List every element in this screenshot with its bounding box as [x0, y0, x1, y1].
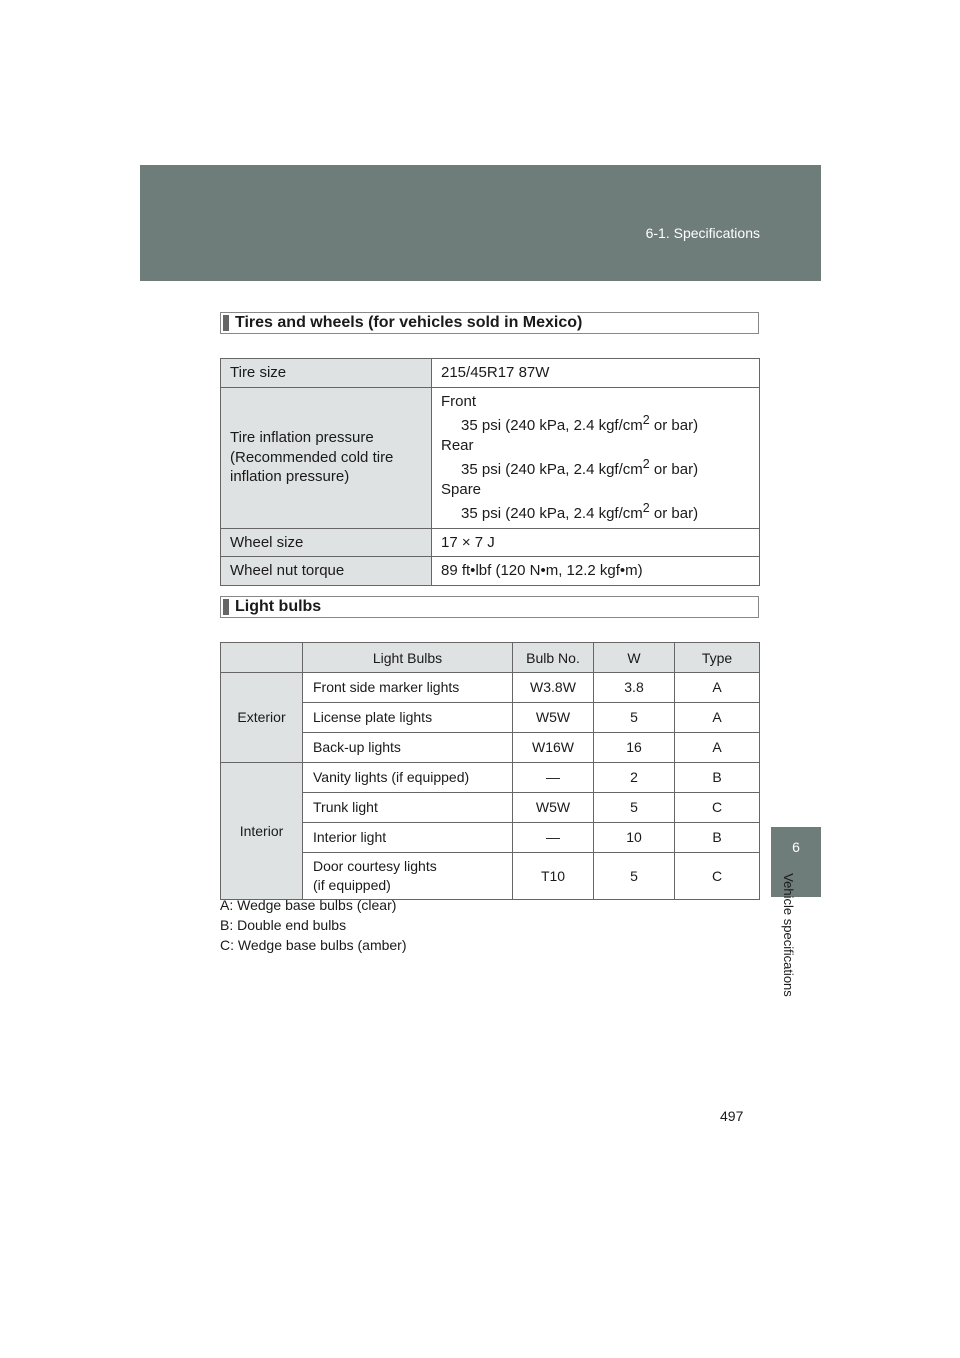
table-row: [221, 387, 760, 528]
pressure-label: Tire inflation pressure (Recommended cold tire inflation pressure): [221, 387, 432, 528]
tire-size-label: Tire size: [221, 359, 432, 388]
header-band: [140, 165, 821, 281]
table-row: [221, 557, 760, 586]
header-light-bulbs: Light Bulbs: [303, 643, 513, 673]
header-type: Type: [675, 643, 760, 673]
header-w: W: [594, 643, 675, 673]
tire-size-value: 215/45R17 87W: [432, 359, 760, 388]
table-row: Back-up lights W16W 16 A: [221, 733, 760, 763]
table-row: Exterior Front side marker lights W3.8W 3.8 A: [221, 673, 760, 703]
table-row: Interior Vanity lights (if equipped) — 2 B: [221, 763, 760, 793]
bulbs-section-title: Light bulbs: [220, 596, 759, 618]
chapter-tab: [771, 827, 821, 897]
page-number: 497: [720, 1108, 744, 1124]
table-row: License plate lights W5W 5 A: [221, 703, 760, 733]
wheel-size-label: Wheel size: [221, 528, 432, 557]
group-interior: Interior: [221, 763, 303, 900]
footnotes: [220, 895, 407, 955]
wheel-size-value: 17 × 7 J: [432, 528, 760, 557]
table-row: [221, 528, 760, 557]
footnote-c: C: Wedge base bulbs (amber): [220, 937, 407, 953]
footnote-b: B: Double end bulbs: [220, 917, 347, 933]
header-blank: [221, 643, 303, 673]
table-header-row: [221, 643, 760, 673]
table-row: Door courtesy lights (if equipped) T10 5 C: [221, 853, 760, 900]
table-row: Interior light — 10 B: [221, 823, 760, 853]
section-title: 6-1. Specifications: [645, 225, 760, 241]
tires-section-title: Tires and wheels (for vehicles sold in Mexico): [220, 312, 759, 334]
table-row: [221, 359, 760, 388]
nut-torque-value: 89 ft•lbf (120 N•m, 12.2 kgf•m): [432, 557, 760, 586]
pressure-value: Front 35 psi (240 kPa, 2.4 kgf/$cm^2$ or bar) Rear 35 psi (240 kPa, 2.4 kgf/$cm^2$ or bar) Spare 35 psi (240 kPa, 2.4 kgf/$cm^2$ or bar): [432, 387, 760, 528]
footnote-a: A: Wedge base bulbs (clear): [220, 897, 397, 913]
tires-table: [220, 358, 760, 586]
group-exterior: Exterior: [221, 673, 303, 763]
header-bulb-no: Bulb No.: [513, 643, 594, 673]
bulbs-table: [220, 642, 760, 900]
table-row: Trunk light W5W 5 C: [221, 793, 760, 823]
chapter-number: 6: [792, 839, 800, 855]
chapter-label: Vehicle specifications: [781, 873, 796, 997]
nut-torque-label: Wheel nut torque: [221, 557, 432, 586]
